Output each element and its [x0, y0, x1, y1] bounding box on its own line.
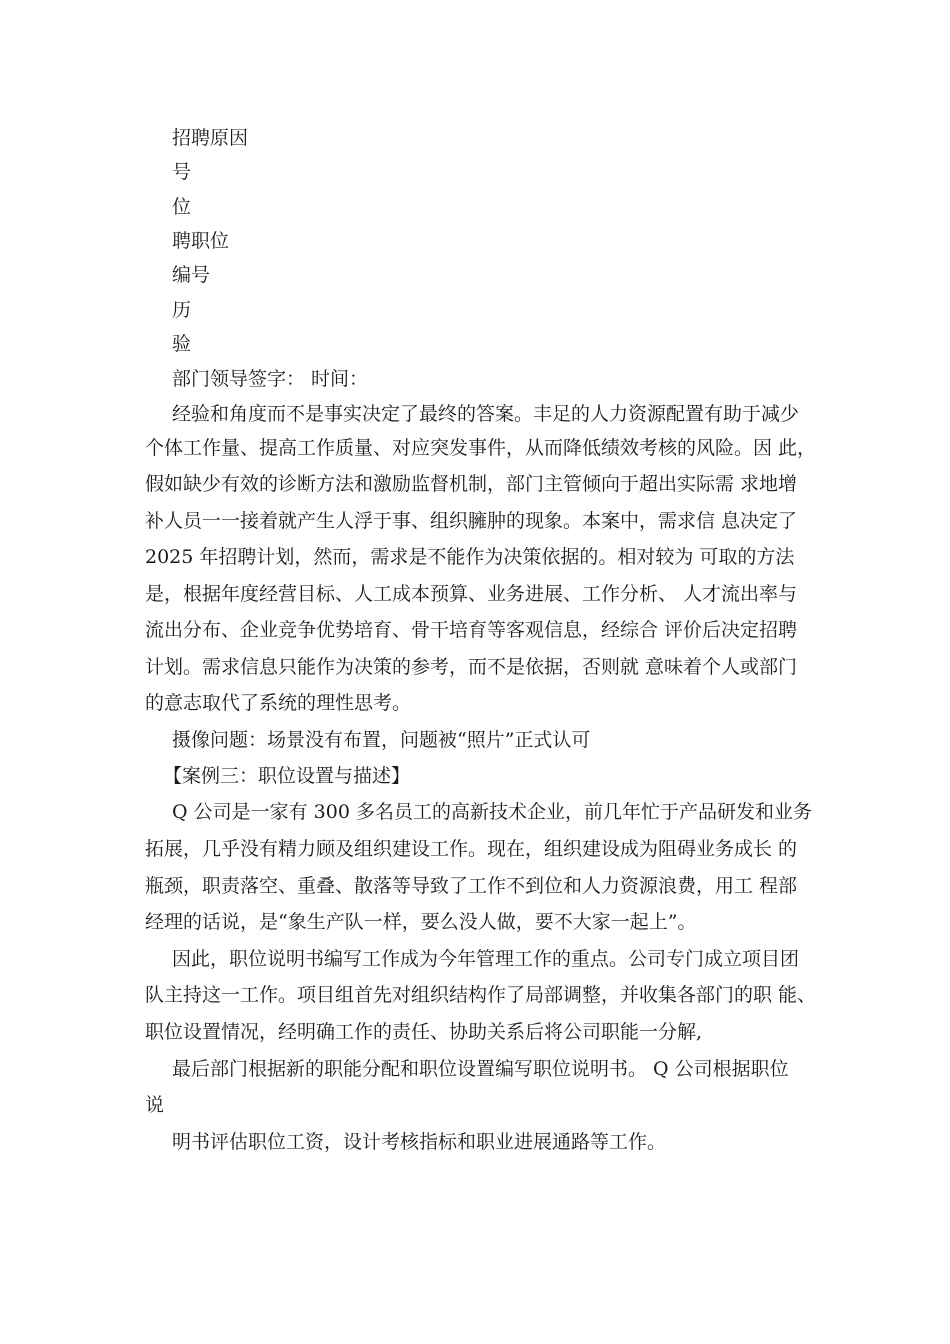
paragraph-line: 队主持这一工作。项目组首先对组织结构作了局部调整，并收集各部门的职 能、	[145, 984, 817, 1006]
paragraph-line: 拓展，几乎没有精力顾及组织建设工作。现在，组织建设成为阻碍业务成长 的	[145, 838, 798, 860]
paragraph-line: 计划。需求信息只能作为决策的参考，而不是依据，否则就 意味着个人或部门	[145, 656, 798, 678]
paragraph-line: 假如缺少有效的诊断方法和激励监督机制，部门主管倾向于超出实际需 求地增	[145, 473, 798, 495]
signature-time-label: 部门领导签字： 时间：	[172, 368, 369, 390]
paragraph-line: 经理的话说，是“象生产队一样，要么没人做，要不大家一起上”。	[145, 911, 697, 933]
form-field-label: 号	[172, 161, 192, 183]
paragraph-line: 的意志取代了系统的理性思考。	[145, 692, 412, 714]
paragraph-line: 补人员一一接着就产生人浮于事、组织臃肿的现象。本案中，需求信 息决定了	[145, 510, 798, 532]
paragraph-line: 经验和角度而不是事实决定了最终的答案。丰足的人力资源配置有助于减少	[172, 403, 800, 425]
form-field-label: 编号	[172, 264, 211, 286]
form-field-label: 位	[172, 196, 192, 218]
paragraph-line: 说	[145, 1094, 165, 1116]
paragraph-line: 2025 年招聘计划，然而，需求是不能作为决策依据的。相对较为 可取的方法	[145, 546, 795, 568]
paragraph-line: 流出分布、企业竞争优势培育、骨干培育等客观信息，经综合 评价后决定招聘	[145, 619, 798, 641]
form-field-label: 历	[172, 299, 192, 321]
form-field-label: 验	[172, 333, 192, 355]
paragraph-line: 明书评估职位工资，设计考核指标和职业进展通路等工作。	[172, 1131, 667, 1153]
paragraph-line: Q 公司是一家有 300 多名员工的高新技术企业，前几年忙于产品研发和业务	[172, 801, 812, 823]
form-field-label: 聘职位	[172, 230, 230, 252]
camera-issue-line: 摄像问题：场景没有布置，问题被“照片”正式认可	[172, 729, 591, 751]
paragraph-line: 是，根据年度经营目标、人工成本预算、业务进展、工作分析、 人才流出率与	[145, 583, 798, 605]
paragraph-line: 个体工作量、提高工作质量、对应突发事件，从而降低绩效考核的风险。因 此，	[145, 437, 817, 459]
paragraph-line: 职位设置情况，经明确工作的责任、协助关系后将公司职能一分解,	[145, 1021, 703, 1043]
paragraph-line: 瓶颈，职责落空、重叠、散落等导致了工作不到位和人力资源浪费，用工 程部	[145, 875, 798, 897]
paragraph-line: 因此，职位说明书编写工作成为今年管理工作的重点。公司专门成立项目团	[172, 948, 800, 970]
paragraph-line: 最后部门根据新的职能分配和职位设置编写职位说明书。 Q 公司根据职位	[172, 1058, 789, 1080]
case-heading: 【案例三：职位设置与描述】	[163, 765, 411, 787]
form-field-label: 招聘原因	[172, 127, 249, 149]
